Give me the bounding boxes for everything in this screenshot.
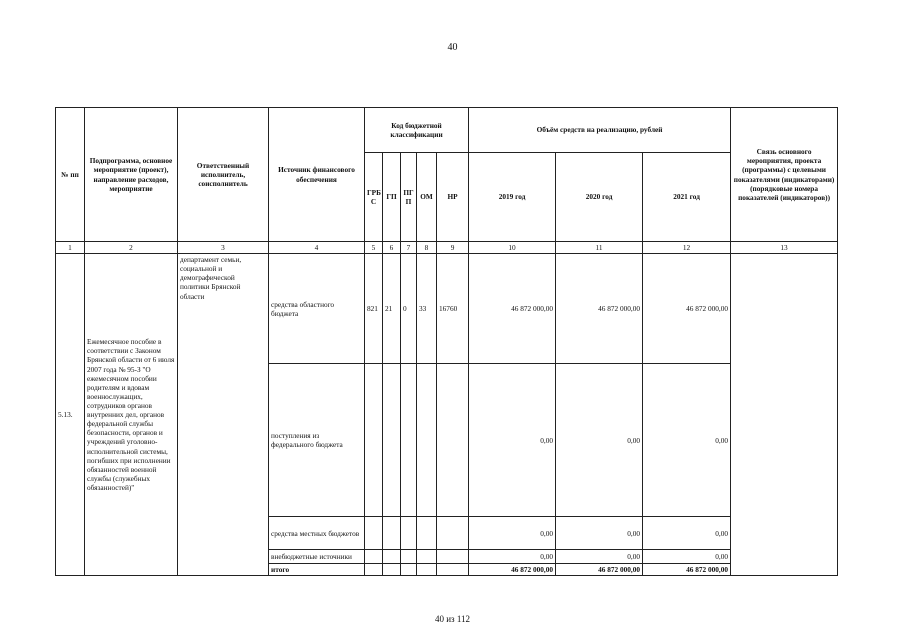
value-2020: 0,00 xyxy=(556,517,643,550)
header-program: Подпрограмма, основное мероприятие (проект), направление расходов, мероприятие xyxy=(85,108,178,242)
executor-cell: департамент семьи, социальной и демографической политики Брянской области xyxy=(178,254,269,576)
code-om: 33 xyxy=(417,254,437,364)
col-number: 1 xyxy=(56,242,85,254)
code-grbs xyxy=(365,550,383,564)
code-gp xyxy=(383,550,401,564)
page-number: 40 xyxy=(447,42,458,53)
value-2019: 0,00 xyxy=(469,364,556,517)
code-np xyxy=(437,550,469,564)
code-pgp: 0 xyxy=(401,254,417,364)
value-2020: 0,00 xyxy=(556,364,643,517)
value-2019: 0,00 xyxy=(469,517,556,550)
col-number: 2 xyxy=(85,242,178,254)
value-2021: 0,00 xyxy=(643,550,731,564)
col-number: 6 xyxy=(383,242,401,254)
header-executor: Ответственный исполнитель, соисполнитель xyxy=(178,108,269,242)
header-om: ОМ xyxy=(417,153,437,242)
col-number: 12 xyxy=(643,242,731,254)
link-cell xyxy=(731,254,838,576)
header-link: Связь основного мероприятия, проекта (программы) с целевыми показателями (индикаторами) (порядковые номера показателей (индикаторов)) xyxy=(731,108,838,242)
header-np: НР xyxy=(437,153,469,242)
source-name: средства местных бюджетов xyxy=(269,517,365,550)
value-2020: 46 872 000,00 xyxy=(556,564,643,576)
budget-table xyxy=(55,107,838,576)
header-gp: ГП xyxy=(383,153,401,242)
value-2021: 46 872 000,00 xyxy=(643,564,731,576)
code-pgp xyxy=(401,564,417,576)
code-grbs xyxy=(365,517,383,550)
col-number: 5 xyxy=(365,242,383,254)
code-gp: 21 xyxy=(383,254,401,364)
code-om xyxy=(417,564,437,576)
code-gp xyxy=(383,364,401,517)
column-number-row xyxy=(56,242,838,254)
page-footer: 40 из 112 xyxy=(434,614,471,624)
code-om xyxy=(417,364,437,517)
code-pgp xyxy=(401,517,417,550)
value-2019: 0,00 xyxy=(469,550,556,564)
value-2019: 46 872 000,00 xyxy=(469,564,556,576)
col-number: 8 xyxy=(417,242,437,254)
code-np: 16760 xyxy=(437,254,469,364)
source-name: средства областного бюджета xyxy=(269,254,365,364)
value-2021: 0,00 xyxy=(643,364,731,517)
code-pgp xyxy=(401,550,417,564)
code-np xyxy=(437,364,469,517)
source-name: внебюджетные источники xyxy=(269,550,365,564)
col-number: 13 xyxy=(731,242,838,254)
code-pgp xyxy=(401,364,417,517)
header-2021: 2021 год xyxy=(643,153,731,242)
source-name: итого xyxy=(269,564,365,576)
header-source: Источник финансового обеспечения xyxy=(269,108,365,242)
value-2020: 46 872 000,00 xyxy=(556,254,643,364)
source-name: поступления из федерального бюджета xyxy=(269,364,365,517)
row-number: 5.13. xyxy=(56,254,85,576)
col-number: 3 xyxy=(178,242,269,254)
code-om xyxy=(417,517,437,550)
col-number: 4 xyxy=(269,242,365,254)
code-om xyxy=(417,550,437,564)
value-2020: 0,00 xyxy=(556,550,643,564)
header-no: № пп xyxy=(56,108,85,242)
col-number: 11 xyxy=(556,242,643,254)
code-np xyxy=(437,517,469,550)
header-budget-code: Код бюджетной классификации xyxy=(365,108,469,153)
header-pgp: ПГ П xyxy=(401,153,417,242)
header-2020: 2020 год xyxy=(556,153,643,242)
code-grbs xyxy=(365,564,383,576)
code-grbs xyxy=(365,364,383,517)
col-number: 9 xyxy=(437,242,469,254)
col-number: 7 xyxy=(401,242,417,254)
header-grbs: ГРБ С xyxy=(365,153,383,242)
header-volume: Объём средств на реализацию, рублей xyxy=(469,108,731,153)
program-cell: Ежемесячное пособие в соответствии с Законом Брянской области от 6 июля 2007 года № 95-З "О ежемесячном пособии родителям и вдовам военнослужащих, сотрудников органов внутренних дел, органов федеральной службы безопасности, органов и учреждений уголовно-исполнительной системы, погибших при исполнении обязанностей военной службы (служебных обязанностей)" xyxy=(85,254,178,576)
code-np xyxy=(437,564,469,576)
value-2019: 46 872 000,00 xyxy=(469,254,556,364)
code-gp xyxy=(383,517,401,550)
code-grbs: 821 xyxy=(365,254,383,364)
table-row xyxy=(56,254,838,364)
code-gp xyxy=(383,564,401,576)
value-2021: 0,00 xyxy=(643,517,731,550)
header-2019: 2019 год xyxy=(469,153,556,242)
col-number: 10 xyxy=(469,242,556,254)
value-2021: 46 872 000,00 xyxy=(643,254,731,364)
